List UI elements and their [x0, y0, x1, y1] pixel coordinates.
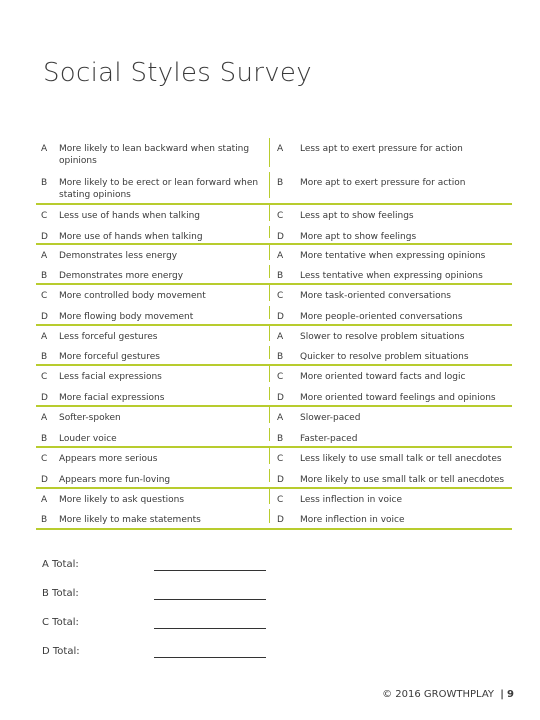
option-text: More use of hands when talking	[59, 232, 203, 242]
option-letter: C	[41, 454, 48, 464]
totals-section	[42, 559, 80, 675]
page-number: 9	[507, 689, 514, 700]
option-text: Faster-paced	[300, 434, 358, 444]
option-letter: D	[41, 475, 48, 485]
option-letter: B	[41, 178, 48, 188]
option-letter: B	[41, 271, 48, 281]
survey-row	[36, 226, 512, 245]
survey-row	[36, 306, 512, 326]
option-letter: C	[41, 211, 48, 221]
option-text: Appears more fun-loving	[59, 475, 171, 485]
option-letter: A	[41, 495, 48, 505]
option-text: Less forceful gestures	[59, 332, 158, 342]
left-option	[36, 285, 270, 301]
survey-row	[36, 172, 512, 205]
option-text: Less use of hands when talking	[59, 211, 200, 221]
option-text: More likely to make statements	[59, 515, 201, 525]
option-letter: C	[277, 211, 284, 221]
survey-row	[36, 489, 512, 509]
option-letter: A	[41, 144, 48, 154]
option-text: More apt to exert pressure for action	[300, 178, 466, 188]
left-option	[36, 407, 270, 423]
option-letter: C	[41, 372, 48, 382]
survey-row	[36, 428, 512, 448]
copyright-text: © 2016 GROWTHPLAY	[382, 689, 494, 700]
option-letter: A	[277, 251, 284, 261]
option-letter: B	[277, 271, 284, 281]
option-letter: C	[277, 372, 284, 382]
option-text: More task-oriented conversations	[300, 291, 451, 301]
option-letter: B	[41, 352, 48, 362]
option-text: Appears more serious	[59, 454, 158, 464]
option-letter: C	[41, 291, 48, 301]
left-option	[36, 489, 270, 504]
right-option	[270, 494, 512, 506]
option-letter: B	[41, 515, 48, 525]
right-option	[270, 412, 512, 424]
option-letter: D	[41, 393, 48, 403]
total-label: A Total:	[42, 559, 79, 570]
option-text: More apt to show feelings	[300, 232, 417, 242]
left-option	[36, 366, 270, 382]
option-letter: A	[277, 413, 284, 423]
option-text: Less facial expressions	[59, 372, 162, 382]
option-text: More likely to ask questions	[59, 495, 185, 505]
option-text: More controlled body movement	[59, 291, 206, 301]
total-entry-line[interactable]	[154, 599, 266, 600]
survey-row	[36, 326, 512, 346]
left-option	[36, 387, 270, 403]
left-option	[36, 469, 270, 485]
left-option	[36, 226, 270, 242]
survey-row	[36, 448, 512, 469]
option-text: Less inflection in voice	[300, 495, 402, 505]
total-label: C Total:	[42, 617, 79, 628]
option-letter: D	[41, 232, 48, 242]
option-text: Louder voice	[59, 434, 117, 444]
option-text: More forceful gestures	[59, 352, 160, 362]
survey-row	[36, 285, 512, 306]
option-letter: B	[277, 352, 284, 362]
left-option	[36, 245, 270, 260]
option-letter: B	[277, 178, 284, 188]
total-row	[42, 588, 80, 617]
option-text: Slower to resolve problem situations	[300, 332, 465, 342]
footer-separator: |	[500, 689, 504, 700]
right-option	[270, 250, 512, 262]
right-option	[270, 392, 512, 404]
survey-row	[36, 205, 512, 226]
survey-row	[36, 366, 512, 387]
option-letter: A	[41, 413, 48, 423]
survey-row	[36, 387, 512, 407]
option-text: Demonstrates more energy	[59, 271, 184, 281]
right-option	[270, 311, 512, 323]
option-letter: A	[41, 251, 48, 261]
total-label: D Total:	[42, 646, 80, 657]
survey-row	[36, 346, 512, 366]
option-text: More likely to be erect or lean forward when stating opinions	[59, 178, 259, 200]
left-option	[36, 306, 270, 322]
option-text: More oriented toward facts and logic	[300, 372, 466, 382]
total-row	[42, 646, 80, 675]
option-letter: D	[277, 515, 284, 525]
right-option	[270, 290, 512, 302]
left-option	[36, 138, 270, 167]
option-letter: D	[41, 312, 48, 322]
option-text: More likely to use small talk or tell anecdotes	[300, 475, 505, 485]
option-letter: D	[277, 393, 284, 403]
left-option	[36, 346, 270, 362]
total-label: B Total:	[42, 588, 79, 599]
option-text: Demonstrates less energy	[59, 251, 178, 261]
right-option	[270, 351, 512, 363]
right-option	[270, 177, 512, 189]
option-letter: A	[277, 332, 284, 342]
option-letter: B	[277, 434, 284, 444]
left-option	[36, 205, 270, 221]
right-option	[270, 433, 512, 445]
survey-row	[36, 245, 512, 265]
option-text: Less apt to exert pressure for action	[300, 144, 463, 154]
left-option	[36, 428, 270, 444]
survey-row	[36, 509, 512, 530]
option-letter: D	[277, 232, 284, 242]
survey-row	[36, 407, 512, 428]
option-text: Less likely to use small talk or tell anecdotes	[300, 454, 502, 464]
left-option	[36, 448, 270, 464]
page-title: Social Styles Survey	[43, 58, 312, 88]
left-option	[36, 326, 270, 341]
total-entry-line[interactable]	[154, 657, 266, 658]
total-row	[42, 617, 80, 646]
option-letter: B	[41, 434, 48, 444]
option-text: Slower-paced	[300, 413, 361, 423]
option-text: Less apt to show feelings	[300, 211, 414, 221]
option-letter: D	[277, 475, 284, 485]
option-text: More flowing body movement	[59, 312, 194, 322]
total-entry-line[interactable]	[154, 628, 266, 629]
right-option	[270, 210, 512, 222]
survey-table	[36, 138, 512, 530]
survey-row	[36, 469, 512, 489]
option-text: More inflection in voice	[300, 515, 405, 525]
total-row	[42, 559, 80, 588]
option-text: More oriented toward feelings and opinions	[300, 393, 496, 403]
option-text: More facial expressions	[59, 393, 165, 403]
right-option	[270, 474, 512, 486]
total-entry-line[interactable]	[154, 570, 266, 571]
option-letter: A	[41, 332, 48, 342]
option-letter: D	[277, 312, 284, 322]
right-option	[270, 231, 512, 243]
option-letter: C	[277, 454, 284, 464]
right-option	[270, 453, 512, 465]
right-option	[270, 143, 512, 155]
left-option	[36, 509, 270, 523]
right-option	[270, 331, 512, 343]
right-option	[270, 270, 512, 282]
option-letter: A	[277, 144, 284, 154]
option-text: Quicker to resolve problem situations	[300, 352, 469, 362]
option-text: More people-oriented conversations	[300, 312, 463, 322]
right-option	[270, 514, 512, 526]
option-text: Softer-spoken	[59, 413, 121, 423]
option-text: More tentative when expressing opinions	[300, 251, 486, 261]
survey-row	[36, 265, 512, 285]
right-option	[270, 371, 512, 383]
left-option	[36, 265, 270, 281]
option-letter: C	[277, 495, 284, 505]
survey-row	[36, 138, 512, 172]
page-footer	[382, 689, 514, 700]
option-text: More likely to lean backward when stating opinions	[59, 144, 250, 166]
option-letter: C	[277, 291, 284, 301]
option-text: Less tentative when expressing opinions	[300, 271, 483, 281]
left-option	[36, 172, 270, 198]
